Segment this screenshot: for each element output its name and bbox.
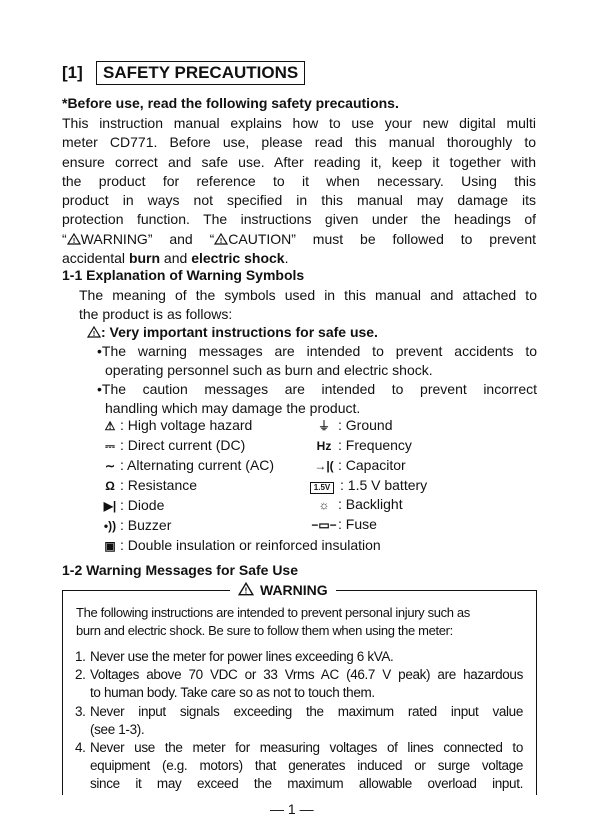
svg-text:!: ! xyxy=(220,237,223,245)
bullet-line xyxy=(97,380,537,399)
ac-icon: ∼ xyxy=(104,459,116,473)
symbol-label: : Direct current (DC) xyxy=(120,437,246,453)
symbol-row xyxy=(310,515,427,535)
intro-line-warning xyxy=(62,230,536,249)
symbols-intro xyxy=(79,286,537,325)
very-important-line xyxy=(87,324,378,340)
warning-item xyxy=(76,648,523,666)
warning-intro-line: burn and electric shock. Be sure to follow them when using the meter: xyxy=(76,623,453,638)
bullet-warning xyxy=(97,342,537,381)
bullet-text: The caution messages are intended to prevent incorrect xyxy=(101,381,537,397)
symbol-label: : Alternating current (AC) xyxy=(120,457,275,473)
section-number: [1] xyxy=(62,63,83,82)
diode-icon: ▶| xyxy=(103,499,117,513)
item-line: Voltages above 70 VDC or 33 Vrms AC (46.7 V peak) are hazardous xyxy=(90,667,523,683)
double-insulation-icon: ▣ xyxy=(104,539,116,553)
symbol-row xyxy=(100,536,381,556)
warning-title-text: WARNING xyxy=(260,582,328,598)
battery-icon: 1.5V xyxy=(310,482,334,494)
symbol-label: : Diode xyxy=(120,497,165,513)
bullet-dot: • xyxy=(97,381,102,397)
svg-text:!: ! xyxy=(72,237,75,245)
intro-line: meter CD771. Before use, please read this manual thoroughly to xyxy=(62,134,536,151)
symbol-row xyxy=(310,436,427,456)
intro-line: product in ways not specified in this manual may damage its xyxy=(62,192,536,209)
symbol-row xyxy=(310,416,427,436)
warning-triangle-icon xyxy=(87,326,101,338)
bullet-line: operating personnel such as burn and electric shock. xyxy=(105,362,433,379)
caution-word: CAUTION” must be followed to prevent xyxy=(228,230,536,247)
symbol-row xyxy=(310,476,427,495)
warning-item xyxy=(76,703,523,739)
subsection-heading-1-1: 1-1 Explanation of Warning Symbols xyxy=(62,267,305,283)
symbol-label: : Frequency xyxy=(338,437,412,453)
bullet-dot: • xyxy=(97,343,102,359)
symbols-intro-line: the product is as follows: xyxy=(79,306,233,323)
section-title: SAFETY PRECAUTIONS xyxy=(96,61,305,85)
intro-paragraph xyxy=(62,114,536,268)
ground-icon: ⏚ xyxy=(317,419,330,433)
intro-line: This instruction manual explains how to use your new digital multi xyxy=(62,115,536,131)
caution-triangle-icon xyxy=(214,233,228,245)
item-line: equipment (e.g. motors) that generates induced or surge voltage xyxy=(90,758,523,774)
bullet-line: handling which may damage the product. xyxy=(105,400,361,417)
warning-triangle-icon xyxy=(67,233,81,245)
symbol-label: : Fuse xyxy=(338,516,377,532)
intro-line: protection function. The instructions given under the headings of xyxy=(62,211,536,228)
burn-emphasis: burn xyxy=(128,250,161,267)
item-number: 2. xyxy=(75,667,86,683)
frequency-icon: Hz xyxy=(316,439,332,453)
warning-box-title xyxy=(230,582,336,598)
buzzer-icon: •)) xyxy=(103,519,117,533)
item-number: 1. xyxy=(75,649,86,664)
subsection-heading-1-2: 1-2 Warning Messages for Safe Use xyxy=(62,562,299,578)
warning-intro xyxy=(76,604,523,640)
warning-item xyxy=(76,739,523,794)
symbol-label: : Backlight xyxy=(338,496,403,512)
item-line: Never use the meter for power lines exceeding 6 kVA. xyxy=(90,649,394,664)
text-fragment: and xyxy=(160,250,192,267)
warning-item xyxy=(76,666,523,702)
resistance-icon: Ω xyxy=(105,479,115,493)
item-line: Never use the meter for measuring voltages of lines connected to xyxy=(90,740,523,756)
open-quote: “ xyxy=(62,230,67,247)
item-number: 3. xyxy=(75,703,86,719)
symbol-list-right xyxy=(310,416,427,535)
symbol-label: : Resistance xyxy=(120,477,198,493)
backlight-icon: ☼ xyxy=(318,498,330,512)
symbol-label: : 1.5 V battery xyxy=(340,477,428,493)
bullet-caution xyxy=(97,380,537,419)
intro-line: ensure correct and safe use. After reading it, keep it together with xyxy=(62,153,536,170)
item-line: Never input signals exceeding the maximum rated input value xyxy=(90,703,523,719)
warning-list xyxy=(76,648,523,794)
symbol-label: : Double insulation or reinforced insulation xyxy=(120,537,381,553)
symbol-row xyxy=(310,456,427,476)
item-line: to human body. Take care so as not to touch them. xyxy=(90,685,375,701)
high-voltage-icon: ⚠ xyxy=(104,419,116,433)
item-line: (see 1-3). xyxy=(90,721,145,737)
text-fragment: . xyxy=(284,250,289,267)
warning-intro-line: The following instructions are intended to prevent personal injury such as xyxy=(76,605,470,620)
symbol-label: : Ground xyxy=(338,417,393,433)
shock-emphasis: electric shock xyxy=(191,250,285,267)
item-line: since it may exceed the maximum allowable overload input. xyxy=(90,776,523,792)
symbol-row xyxy=(310,495,427,515)
very-important-text: : Very important instructions for safe use. xyxy=(101,324,378,340)
bullet-text: The warning messages are intended to prevent accidents to xyxy=(101,343,537,359)
page-number: — 1 — xyxy=(270,801,314,817)
intro-line-final xyxy=(62,249,536,268)
bullet-line xyxy=(97,342,537,361)
warning-word: WARNING” and “ xyxy=(80,230,215,247)
symbol-label: : Capacitor xyxy=(338,457,406,473)
item-number: 4. xyxy=(75,740,86,756)
symbol-label: : High voltage hazard xyxy=(120,417,253,433)
intro-heading: *Before use, read the following safety precautions. xyxy=(62,95,399,111)
warning-triangle-icon xyxy=(238,582,254,596)
text-fragment: accidental xyxy=(62,250,129,267)
svg-text:!: ! xyxy=(244,586,248,596)
svg-text:!: ! xyxy=(92,331,96,338)
symbols-intro-line: The meaning of the symbols used in this manual and attached to xyxy=(79,287,537,303)
dc-icon: ⎓ xyxy=(105,439,115,453)
intro-line: the product for reference to it when necessary. Using this xyxy=(62,172,536,189)
capacitor-icon: →|( xyxy=(314,459,334,473)
symbol-label: : Buzzer xyxy=(120,517,172,533)
fuse-icon: −▭− xyxy=(311,518,337,532)
